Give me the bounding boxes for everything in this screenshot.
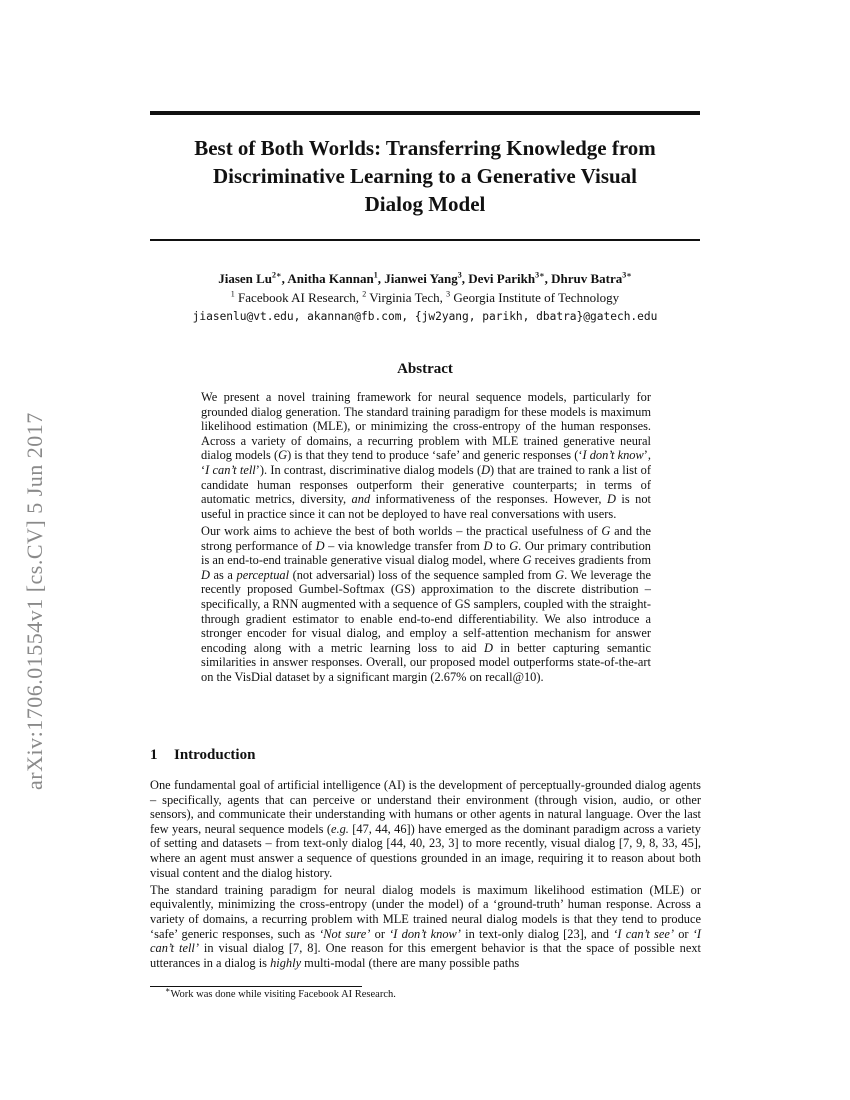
title-line: Discriminative Learning to a Generative Visual bbox=[212, 164, 638, 188]
arxiv-identifier: arXiv:1706.01554v1 [cs.CV] 5 Jun 2017 bbox=[22, 412, 47, 790]
affiliation-list bbox=[150, 290, 700, 306]
abstract-paragraph: Our work aims to achieve the best of both worlds – the practical usefulness of G and the strong performance of D – via knowledge transfer from D to G. Our primary contribution is an end-to-end trainable generative visual dialog model, where G receives gradients from D as a perceptual (not adversarial) loss of the sequence sampled from G. We leverage the recently proposed Gumbel-Softmax (GS) approximation to the discrete distribution – specifically, a RNN augmented with a sequence of GS samplers, coupled with the straight-through gradient estimator to enable end-to-end differentiability. We also introduce a stronger encoder for visual dialog, and employ a self-attention mechanism for answer encoding along with a metric learning loss to aid D in better capturing semantic similarities in answer responses. Overall, our proposed model outperforms state-of-the-art on the VisDial dataset by a significant margin (2.67% on recall@10). bbox=[201, 523, 651, 684]
author: Dhruv Batra$^{3∗}$ bbox=[551, 270, 632, 286]
abstract-paragraph: We present a novel training framework for neural sequence models, particularly for grounded dialog generation. The standard training paradigm for these models is maximum likelihood estimation (MLE), or minimizing the cross-entropy of the human responses. Across a variety of domains, a recurring problem with MLE trained generative neural dialog models (G) is that they tend to produce ‘safe’ and generic responses (‘I don’t know’, ‘I can’t tell’). In contrast, discriminative dialog models (D) that are trained to rank a list of candidate human responses outperform their generative counterparts; in terms of automatic metrics, diversity, and informativeness of the responses. However, D is not useful in practice since it can not be deployed to have real conversations with users. bbox=[201, 390, 652, 521]
section-title: Introduction bbox=[174, 747, 256, 763]
abstract-body bbox=[201, 390, 651, 687]
author: Devi Parikh$^{3∗}$, bbox=[468, 270, 552, 286]
title-bottom-rule bbox=[150, 239, 700, 241]
author-emails: jiasenlu@vt.edu, akannan@fb.com, {jw2yang, parikh, dbatra}@gatech.edu bbox=[192, 310, 658, 323]
affiliation: $^2$ Virginia Tech, bbox=[362, 289, 447, 305]
footnote-text: Work was done while visiting Facebook AI Research. bbox=[170, 989, 396, 1000]
title-top-rule bbox=[150, 111, 700, 115]
title-line: Best of Both Worlds: Transferring Knowledge from bbox=[194, 136, 656, 160]
title-line: Dialog Model bbox=[364, 192, 486, 216]
footnote-rule bbox=[150, 986, 362, 987]
affiliation: $^3$ Georgia Institute of Technology bbox=[446, 289, 620, 305]
introduction-heading bbox=[150, 747, 255, 764]
author: Jianwei Yang$^3$, bbox=[384, 270, 469, 286]
paper-title bbox=[150, 134, 700, 218]
introduction-body bbox=[150, 778, 701, 973]
abstract-heading: Abstract bbox=[397, 361, 453, 377]
author: Anitha Kannan$^1$, bbox=[287, 270, 385, 286]
footnote-mark: ∗ bbox=[165, 985, 171, 995]
author-list bbox=[150, 271, 700, 287]
section-number: 1 bbox=[150, 747, 158, 763]
footnote bbox=[165, 985, 396, 1000]
intro-paragraph: The standard training paradigm for neural dialog models is maximum likelihood estimation (MLE) or equivalently, minimizing the cross-entropy (under the model) of a ‘ground-truth’ human response. Across a variety of domains, a recurring problem with MLE trained neural dialog models is that they tend to produce ‘safe’ generic responses, such as ‘Not sure’ or ‘I don’t know’ in text-only dialog [23], and ‘I can’t see’ or ‘I can’t tell’ in visual dialog [7, 8]. One reason for this emergent behavior is that the space of possible next utterances in a dialog is highly multi-modal (there are many possible paths bbox=[150, 882, 701, 970]
affiliation: $^1$ Facebook AI Research, bbox=[230, 289, 363, 305]
intro-paragraph: One fundamental goal of artificial intelligence (AI) is the development of perceptually-grounded dialog agents – specifically, agents that can perceive or understand their environment (through vision, audio, or other sensors), and communicate their understanding with humans or other agents in natural language. Over the last few years, neural sequence models (e.g. [47, 44, 46]) have emerged as the dominant paradigm across a variety of setting and datasets – from text-only dialog [44, 40, 23, 3] to more recently, visual dialog [7, 9, 8, 33, 45], where an agent must answer a sequence of questions grounded in an image, requiring it to reason about both visual content and the dialog history. bbox=[150, 778, 701, 880]
author: Jiasen $Lu^{2∗}$, bbox=[218, 270, 288, 286]
